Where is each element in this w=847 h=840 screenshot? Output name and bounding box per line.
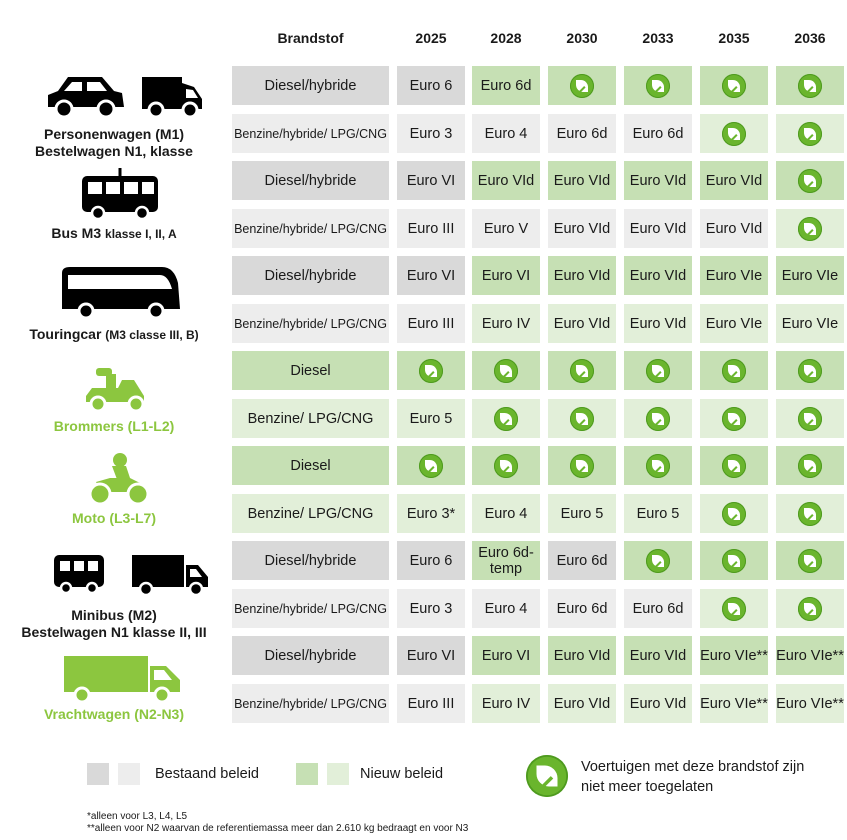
banned-leaf-icon <box>722 407 746 431</box>
euro-norm-cell: Euro 5 <box>397 399 465 438</box>
banned-leaf-icon <box>722 454 746 478</box>
banned-leaf-icon <box>798 359 822 383</box>
legend-new-label: Nieuw beleid <box>360 766 444 782</box>
banned-cell <box>700 589 768 628</box>
banned-leaf-icon <box>570 74 594 98</box>
vehicle-label-bus: Bus M3 klasse I, II, A <box>51 225 177 241</box>
banned-cell <box>776 541 844 580</box>
banned-leaf-icon <box>798 597 822 621</box>
vehicle-label-brommers: Brommers (L1-L2) <box>53 418 175 434</box>
fuel-cell: Benzine/hybride/ LPG/CNG <box>232 589 389 628</box>
banned-leaf-icon <box>798 217 822 241</box>
lorry-icon <box>62 654 182 704</box>
euro-norm-cell: Euro 6 <box>397 541 465 580</box>
banned-cell <box>624 351 692 390</box>
banned-cell <box>700 399 768 438</box>
vehicle-label-touringcar: Touringcar (M3 classe III, B) <box>29 326 199 342</box>
fuel-cell: Benzine/hybride/ LPG/CNG <box>232 209 389 248</box>
banned-cell <box>776 161 844 200</box>
euro-norm-cell: Euro VI <box>397 161 465 200</box>
vehicle-label-moto: Moto (L3-L7) <box>72 510 156 526</box>
banned-cell <box>472 446 540 485</box>
euro-norm-cell: Euro VId <box>624 161 692 200</box>
euro-norm-cell: Euro III <box>397 684 465 723</box>
euro-norm-cell: Euro 3 <box>397 589 465 628</box>
banned-leaf-icon <box>570 407 594 431</box>
fuel-cell: Benzine/hybride/ LPG/CNG <box>232 304 389 343</box>
euro-norm-cell: Euro IV <box>472 684 540 723</box>
euro-norm-cell: Euro VI <box>397 636 465 675</box>
banned-leaf-icon <box>646 74 670 98</box>
header-year: 2035 <box>718 30 750 46</box>
euro-norm-cell: Euro VId <box>624 684 692 723</box>
banned-cell <box>776 114 844 153</box>
legend-banned-label: Voertuigen met deze brandstof zijn niet meer toegelaten <box>581 759 805 795</box>
vehicle-label-vrachtwagen: Vrachtwagen (N2-N3) <box>43 706 185 722</box>
fuel-cell: Diesel <box>232 446 389 485</box>
euro-norm-cell: Euro 3 <box>397 114 465 153</box>
banned-leaf-icon <box>722 74 746 98</box>
banned-cell <box>700 114 768 153</box>
scooter-icon <box>82 366 152 414</box>
euro-norm-cell: Euro VId <box>548 209 616 248</box>
banned-leaf-icon <box>798 502 822 526</box>
legend-swatch-new-light <box>327 763 349 785</box>
header-year: 2030 <box>566 30 598 46</box>
header-year: 2028 <box>490 30 522 46</box>
banned-cell <box>397 351 465 390</box>
euro-norm-cell: Euro 5 <box>624 494 692 533</box>
header-year: 2033 <box>642 30 674 46</box>
banned-leaf-icon <box>722 359 746 383</box>
banned-leaf-icon <box>570 359 594 383</box>
car-icon <box>44 73 126 119</box>
euro-norm-cell: Euro VIe** <box>776 684 844 723</box>
fuel-cell: Benzine/hybride/ LPG/CNG <box>232 684 389 723</box>
euro-norm-cell: Euro VId <box>700 161 768 200</box>
banned-cell <box>548 446 616 485</box>
euro-norm-cell: Euro 6d- temp <box>472 541 540 580</box>
banned-leaf-icon <box>722 502 746 526</box>
truck-van-icon <box>130 553 210 597</box>
banned-cell <box>472 399 540 438</box>
banned-cell <box>397 446 465 485</box>
banned-leaf-icon <box>722 597 746 621</box>
euro-norm-cell: Euro VId <box>548 684 616 723</box>
minibus-icon <box>52 553 106 595</box>
euro-norm-cell: Euro VI <box>397 256 465 295</box>
banned-cell <box>700 66 768 105</box>
banned-leaf-icon <box>798 549 822 573</box>
euro-norm-cell: Euro 4 <box>472 494 540 533</box>
legend-existing-label: Bestaand beleid <box>155 766 259 782</box>
banned-cell <box>624 399 692 438</box>
euro-norm-cell: Euro 4 <box>472 114 540 153</box>
euro-norm-cell: Euro III <box>397 304 465 343</box>
vehicle-label-personenwagen: Personenwagen (M1) Bestelwagen N1, klasse <box>35 126 193 159</box>
legend-swatch-new-dark <box>296 763 318 785</box>
banned-cell <box>776 399 844 438</box>
banned-cell <box>624 446 692 485</box>
banned-leaf-icon <box>419 454 443 478</box>
banned-cell <box>776 66 844 105</box>
euro-norm-cell: Euro 6d <box>624 114 692 153</box>
banned-cell <box>776 589 844 628</box>
legend-banned-icon <box>526 755 568 797</box>
banned-cell <box>624 66 692 105</box>
euro-norm-cell: Euro VId <box>624 304 692 343</box>
banned-leaf-icon <box>646 549 670 573</box>
euro-norm-cell: Euro VId <box>700 209 768 248</box>
fuel-cell: Benzine/ LPG/CNG <box>232 494 389 533</box>
euro-norm-cell: Euro VId <box>548 161 616 200</box>
bus-icon <box>80 168 160 220</box>
banned-leaf-icon <box>494 454 518 478</box>
banned-cell <box>624 541 692 580</box>
fuel-cell: Diesel/hybride <box>232 636 389 675</box>
motorbike-icon <box>86 452 152 506</box>
euro-norm-cell: Euro III <box>397 209 465 248</box>
euro-norm-cell: Euro 6d <box>624 589 692 628</box>
euro-norm-cell: Euro VIe <box>776 304 844 343</box>
euro-norm-cell: Euro VId <box>548 256 616 295</box>
banned-leaf-icon <box>798 407 822 431</box>
banned-leaf-icon <box>646 454 670 478</box>
euro-norm-cell: Euro VI <box>472 636 540 675</box>
euro-norm-cell: Euro 6d <box>548 114 616 153</box>
header-year: 2036 <box>794 30 826 46</box>
banned-cell <box>700 494 768 533</box>
banned-cell <box>700 541 768 580</box>
banned-leaf-icon <box>798 169 822 193</box>
banned-cell <box>776 351 844 390</box>
euro-norm-cell: Euro 4 <box>472 589 540 628</box>
banned-leaf-icon <box>798 122 822 146</box>
banned-leaf-icon <box>570 454 594 478</box>
euro-norm-cell: Euro VId <box>472 161 540 200</box>
euro-norm-cell: Euro VId <box>624 209 692 248</box>
banned-leaf-icon <box>646 359 670 383</box>
euro-norm-cell: Euro VI <box>472 256 540 295</box>
legend-swatch-existing-light <box>118 763 140 785</box>
euro-norm-cell: Euro VId <box>624 256 692 295</box>
fuel-cell: Diesel/hybride <box>232 66 389 105</box>
euro-norm-cell: Euro VIe <box>776 256 844 295</box>
fuel-cell: Diesel/hybride <box>232 541 389 580</box>
legend-swatch-existing-dark <box>87 763 109 785</box>
banned-leaf-icon <box>494 407 518 431</box>
euro-norm-cell: Euro 6 <box>397 66 465 105</box>
euro-norm-cell: Euro VIe** <box>700 636 768 675</box>
euro-norm-cell: Euro 5 <box>548 494 616 533</box>
banned-cell <box>548 399 616 438</box>
banned-leaf-icon <box>722 122 746 146</box>
fuel-cell: Diesel/hybride <box>232 256 389 295</box>
banned-leaf-icon <box>798 454 822 478</box>
banned-cell <box>776 494 844 533</box>
euro-norm-cell: Euro VIe** <box>700 684 768 723</box>
euro-norm-cell: Euro VId <box>624 636 692 675</box>
touringcar-icon <box>60 263 182 321</box>
van-icon <box>140 73 204 119</box>
fuel-cell: Benzine/hybride/ LPG/CNG <box>232 114 389 153</box>
euro-norm-cell: Euro 3* <box>397 494 465 533</box>
footnote-1: *alleen voor L3, L4, L5 <box>87 811 188 822</box>
footnote-2: **alleen voor N2 waarvan de referentiemassa meer dan 2.610 kg bedraagt en voor N3 <box>87 823 469 834</box>
vehicle-label-minibus: Minibus (M2) Bestelwagen N1 klasse II, III <box>21 607 207 640</box>
banned-cell <box>472 351 540 390</box>
fuel-cell: Diesel/hybride <box>232 161 389 200</box>
euro-norm-cell: Euro 6d <box>548 589 616 628</box>
euro-norm-cell: Euro IV <box>472 304 540 343</box>
euro-norm-cell: Euro VIe <box>700 256 768 295</box>
euro-norm-cell: Euro 6d <box>548 541 616 580</box>
banned-cell <box>700 446 768 485</box>
banned-cell <box>548 66 616 105</box>
fuel-cell: Diesel <box>232 351 389 390</box>
euro-norm-cell: Euro 6d <box>472 66 540 105</box>
fuel-cell: Benzine/ LPG/CNG <box>232 399 389 438</box>
header-year: 2025 <box>415 30 447 46</box>
banned-leaf-icon <box>646 407 670 431</box>
banned-cell <box>776 446 844 485</box>
banned-leaf-icon <box>494 359 518 383</box>
banned-cell <box>776 209 844 248</box>
banned-cell <box>700 351 768 390</box>
euro-norm-cell: Euro VId <box>548 304 616 343</box>
header-brandstof: Brandstof <box>277 30 344 46</box>
banned-leaf-icon <box>798 74 822 98</box>
euro-norm-cell: Euro V <box>472 209 540 248</box>
euro-norm-cell: Euro VIe** <box>776 636 844 675</box>
banned-leaf-icon <box>419 359 443 383</box>
banned-leaf-icon <box>722 549 746 573</box>
euro-norm-cell: Euro VId <box>548 636 616 675</box>
euro-norm-cell: Euro VIe <box>700 304 768 343</box>
banned-cell <box>548 351 616 390</box>
